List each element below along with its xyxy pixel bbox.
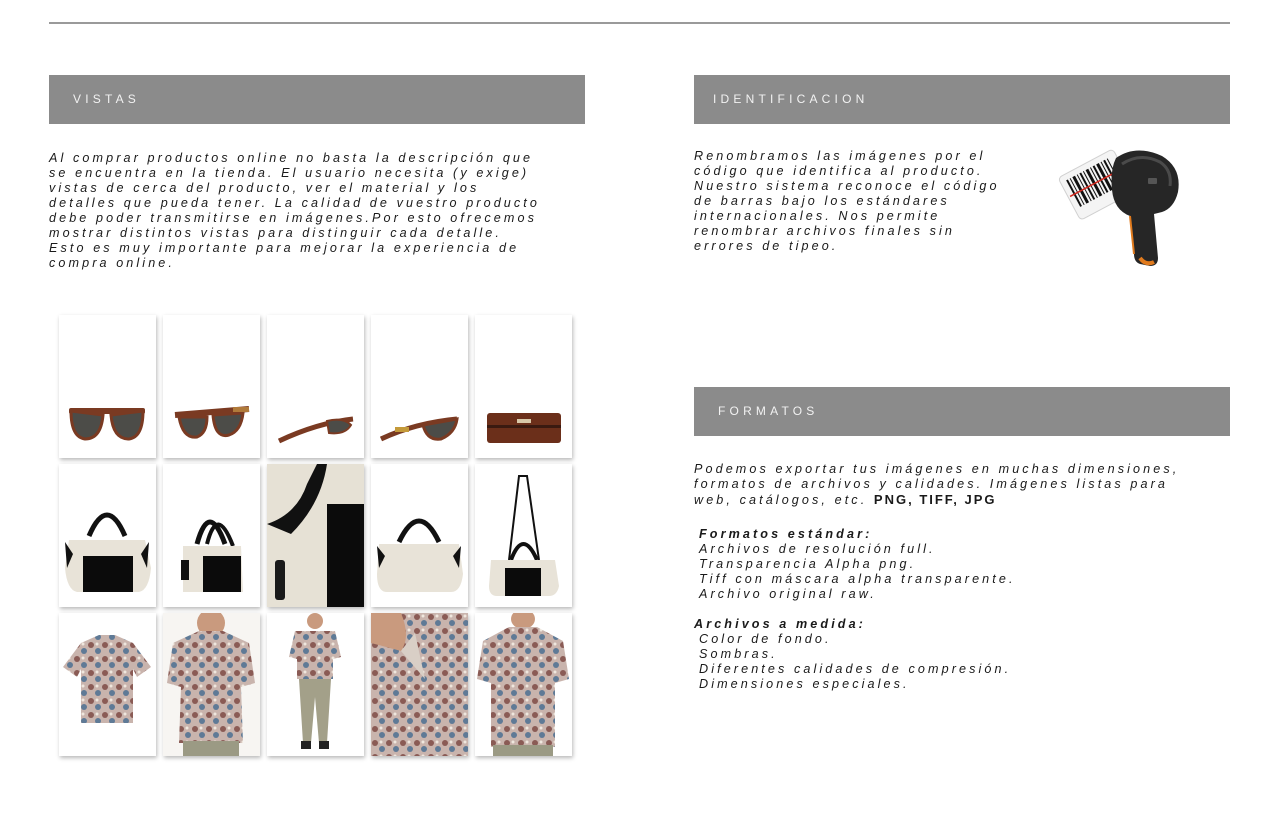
vistas-header — [49, 75, 585, 124]
product-thumb-shirt-flat — [59, 613, 156, 756]
barcode-scanner-icon — [1058, 130, 1188, 270]
vistas-paragraph-line: detalles que pueda tener. La calidad de vuestro producto — [49, 196, 541, 210]
top-rule — [49, 22, 1230, 24]
formatos-standard-item: Tiff con máscara alpha transparente. — [699, 572, 1016, 586]
identificacion-paragraph-line: Renombramos las imágenes por el — [694, 149, 986, 163]
vistas-paragraph-line: Esto es muy importante para mejorar la experiencia de — [49, 241, 520, 255]
vistas-title: VISTAS — [73, 92, 140, 106]
formatos-custom-item: Diferentes calidades de compresión. — [699, 662, 1012, 676]
vistas-paragraph-line: vistas de cerca del producto, ver el material y los — [49, 181, 480, 195]
identificacion-paragraph-line: de barras bajo los estándares — [694, 194, 950, 208]
product-thumb-sunglasses-side — [267, 315, 364, 458]
product-thumb-sunglasses-side-angle — [371, 315, 468, 458]
formatos-custom-item: Color de fondo. — [699, 632, 832, 646]
formatos-intro-line: formatos de archivos y calidades. Imágenes listas para — [694, 477, 1168, 491]
product-thumb-handbag-front — [59, 464, 156, 607]
identificacion-paragraph — [694, 149, 1000, 254]
identificacion-title: IDENTIFICACION — [713, 92, 869, 106]
identificacion-paragraph-line: código que identifica al producto. — [694, 164, 984, 178]
product-thumb-shirt-model-back — [475, 613, 572, 756]
vistas-paragraph-line: Al comprar productos online no basta la descripción que — [49, 151, 534, 165]
formatos-standard-block — [699, 527, 1016, 602]
formatos-custom-item: Dimensiones especiales. — [699, 677, 910, 691]
formatos-intro-line-with-formats — [694, 492, 1179, 508]
product-thumb-sunglasses-case — [475, 315, 572, 458]
identificacion-paragraph-line: errores de tipeo. — [694, 239, 839, 253]
identificacion-header — [694, 75, 1230, 124]
formatos-standard-heading: Formatos estándar: — [699, 527, 873, 541]
product-thumb-sunglasses-front — [59, 315, 156, 458]
formatos-intro — [694, 462, 1179, 508]
formatos-file-types: PNG, TIFF, JPG — [873, 492, 997, 507]
product-thumb-sunglasses-three-quarter — [163, 315, 260, 458]
formatos-intro-text: web, catálogos, etc. — [694, 493, 868, 507]
formatos-custom-item: Sombras. — [699, 647, 778, 661]
product-thumb-handbag-three-quarter — [163, 464, 260, 607]
formatos-custom-block — [694, 617, 1011, 692]
product-thumb-shirt-model-front — [163, 613, 260, 756]
formatos-intro-line: Podemos exportar tus imágenes en muchas dimensiones, — [694, 462, 1180, 476]
vistas-paragraph-line: debe poder transmitirse en imágenes.Por esto ofrecemos — [49, 211, 538, 225]
formatos-standard-item: Archivos de resolución full. — [699, 542, 936, 556]
formatos-custom-heading: Archivos a medida: — [694, 617, 866, 631]
formatos-header — [694, 387, 1230, 436]
formatos-standard-item: Archivo original raw. — [699, 587, 877, 601]
product-thumb-shirt-model-full — [267, 613, 364, 756]
identificacion-paragraph-line: Nuestro sistema reconoce el código — [694, 179, 1000, 193]
vistas-paragraph-line: mostrar distintos vistas para distinguir cada detalle. — [49, 226, 502, 240]
product-thumb-handbag-back — [371, 464, 468, 607]
identificacion-paragraph-line: internacionales. Nos permite — [694, 209, 941, 223]
vistas-paragraph — [49, 151, 540, 271]
vistas-paragraph-line: se encuentra en la tienda. El usuario necesita (y exige) — [49, 166, 530, 180]
formatos-standard-item: Transparencia Alpha png. — [699, 557, 917, 571]
identificacion-paragraph-line: renombrar archivos finales sin — [694, 224, 955, 238]
product-thumb-handbag-detail — [267, 464, 364, 607]
formatos-title: FORMATOS — [718, 404, 819, 418]
vistas-paragraph-line: compra online. — [49, 256, 176, 270]
product-thumb-handbag-with-strap — [475, 464, 572, 607]
product-thumb-shirt-collar-detail — [371, 613, 468, 756]
